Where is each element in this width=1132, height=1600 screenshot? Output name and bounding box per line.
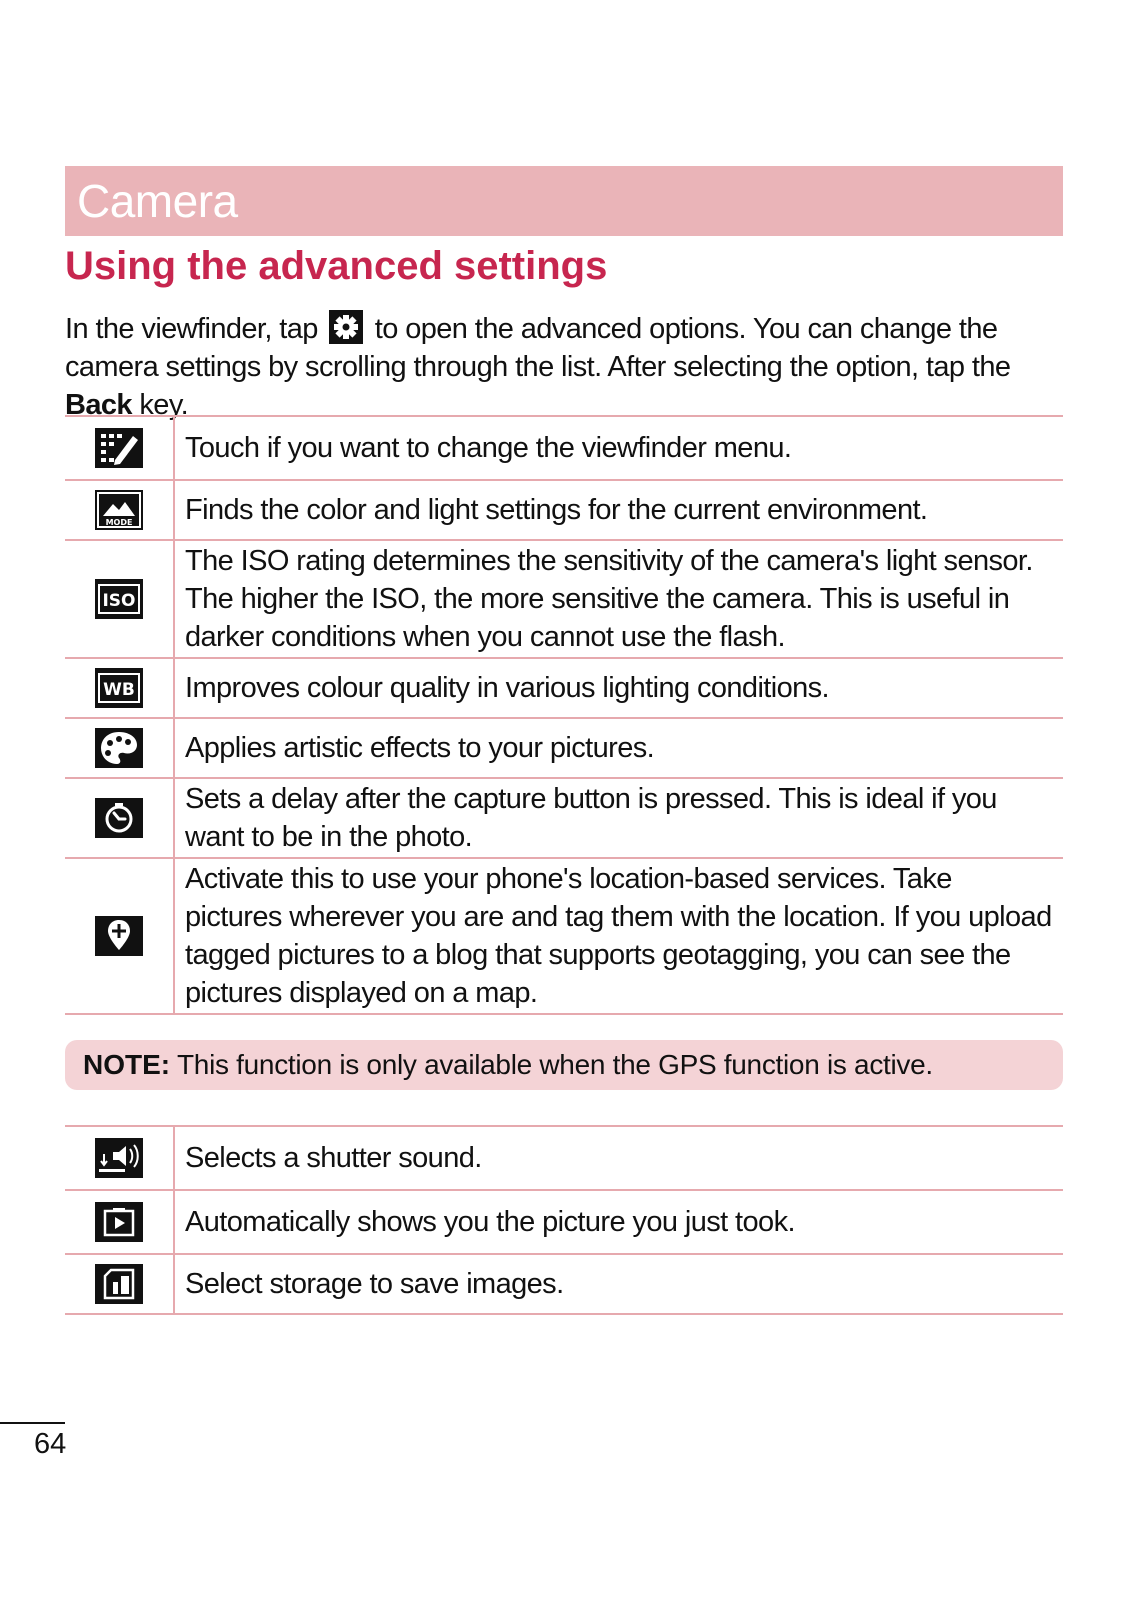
page-number: 64 xyxy=(34,1428,67,1460)
shutter-sound-icon xyxy=(95,1138,143,1178)
table-row xyxy=(65,778,1063,858)
row-description: Applies artistic effects to your pictures. xyxy=(174,718,1063,778)
row-description: Automatically shows you the picture you just took. xyxy=(174,1190,1063,1254)
settings-gear-icon xyxy=(329,310,363,344)
svg-text:ISO: ISO xyxy=(102,591,136,611)
intro-text-1: In the viewfinder, tap xyxy=(65,313,318,345)
note-box xyxy=(65,1040,1063,1090)
auto-review-icon xyxy=(95,1202,143,1242)
row-description: Finds the color and light settings for the current environment. xyxy=(174,480,1063,540)
row-description: The ISO rating determines the sensitivity of the camera's light sensor. The higher the ISO, the more sensitive the camera. This is useful in darker conditions when you cannot use the flash. xyxy=(174,540,1063,658)
intro-text-3: key. xyxy=(139,389,189,421)
timer-icon xyxy=(95,798,143,838)
iso-icon xyxy=(95,579,143,619)
table-row xyxy=(65,540,1063,658)
svg-text:WB: WB xyxy=(103,680,135,700)
white-balance-icon xyxy=(95,668,143,708)
table-row xyxy=(65,480,1063,540)
page-title: Using the advanced settings xyxy=(65,244,608,288)
svg-text:MODE: MODE xyxy=(105,518,133,527)
row-description: Touch if you want to change the viewfinder menu. xyxy=(174,416,1063,480)
intro-paragraph xyxy=(65,310,1065,424)
geotagging-icon xyxy=(95,916,143,956)
back-key-label: Back xyxy=(65,389,132,421)
settings-table-2 xyxy=(65,1125,1063,1315)
table-row xyxy=(65,858,1063,1014)
table-row xyxy=(65,658,1063,718)
section-banner xyxy=(65,166,1063,236)
intro-text-2: to open the advanced options. You can change the camera settings by scrolling through the list. After selecting the option, tap the xyxy=(65,313,1011,383)
row-description: Sets a delay after the capture button is pressed. This is ideal if you want to be in the photo. xyxy=(174,778,1063,858)
settings-table-1 xyxy=(65,415,1063,1015)
row-description: Activate this to use your phone's location-based services. Take pictures wherever you are and tag them with the location. If you upload tagged pictures to a blog that supports geotagging, you can see the pictures displayed on a map. xyxy=(174,858,1063,1014)
table-row xyxy=(65,718,1063,778)
table-row xyxy=(65,1254,1063,1314)
row-description: Select storage to save images. xyxy=(174,1254,1063,1314)
row-description: Selects a shutter sound. xyxy=(174,1126,1063,1190)
color-effect-palette-icon xyxy=(95,728,143,768)
note-label: NOTE: xyxy=(83,1049,171,1080)
footer-rule xyxy=(0,1422,65,1424)
table-row xyxy=(65,1126,1063,1190)
storage-icon xyxy=(95,1264,143,1304)
section-title: Camera xyxy=(77,175,238,227)
row-description: Improves colour quality in various lighting conditions. xyxy=(174,658,1063,718)
viewfinder-menu-edit-icon xyxy=(95,428,143,468)
table-row xyxy=(65,416,1063,480)
note-text: This function is only available when the GPS function is active. xyxy=(177,1049,933,1080)
scene-mode-icon xyxy=(95,490,143,530)
table-row xyxy=(65,1190,1063,1254)
